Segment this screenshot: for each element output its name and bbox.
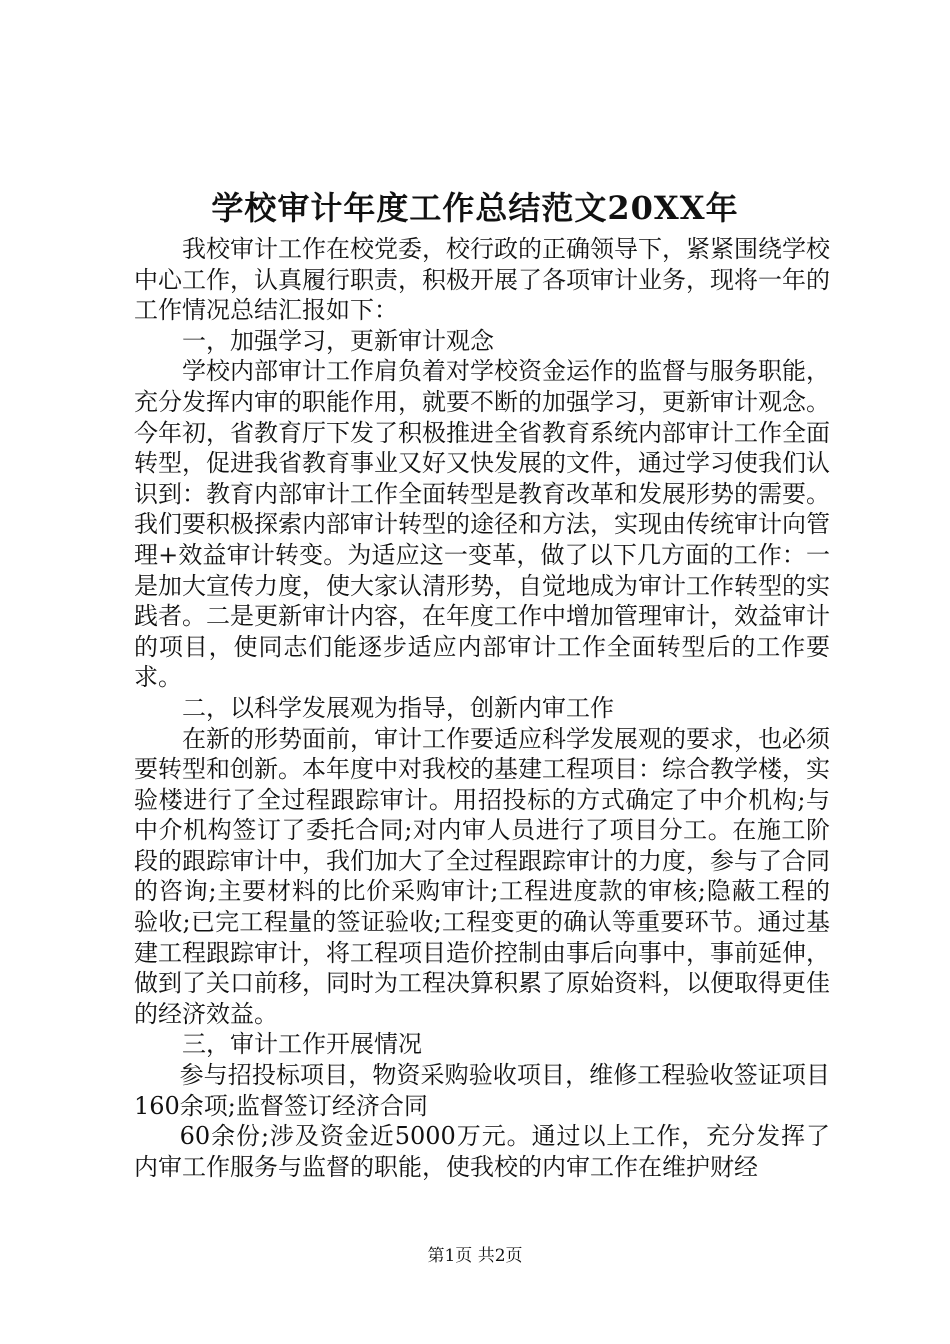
- section-heading-2: 二，以科学发展观为指导，创新内审工作: [182, 693, 614, 722]
- section-3-paragraph: 参与招投标项目，物资采购验收项目，维修工程验收签证项目160余项;监督签订经济合同: [134, 1061, 830, 1120]
- section-2-paragraph: 在新的形势面前，审计工作要适应科学发展观的要求，也必须要转型和创新。本年度中对我校的基建工程项目：综合教学楼，实验楼进行了全过程跟踪审计。用招投标的方式确定了中介机构;与中介机构签订了委托合同;对内审人员进行了项目分工。在施工阶段的跟踪审计中，我们加大了全过程跟踪审计的力度，参与了合同的咨询;主要材料的比价采购审计;工程进度款的审核;隐蔽工程的验收;已完工程量的签证验收;工程变更的确认等重要环节。通过基建工程跟踪审计，将工程项目造价控制由事后向事中，事前延伸，做到了关口前移，同时为工程决算积累了原始资料，以便取得更佳的经济效益。: [134, 724, 830, 1028]
- document-body: [134, 234, 830, 1182]
- intro-paragraph: 我校审计工作在校党委，校行政的正确领导下，紧紧围绕学校中心工作，认真履行职责，积极开展了各项审计业务，现将一年的工作情况总结汇报如下：: [134, 235, 830, 325]
- section-1-paragraph: 学校内部审计工作肩负着对学校资金运作的监督与服务职能，充分发挥内审的职能作用，就要不断的加强学习，更新审计观念。今年初，省教育厅下发了积极推进全省教育系统内部审计工作全面转型，促进我省教育事业又好又快发展的文件，通过学习使我们认识到：教育内部审计工作全面转型是教育改革和发展形势的需要。我们要积极探索内部审计转型的途径和方法，实现由传统审计向管理+效益审计转变。为适应这一变革，做了以下几方面的工作：一是加大宣传力度，使大家认清形势，自觉地成为审计工作转型的实践者。二是更新审计内容，在年度工作中增加管理审计，效益审计的项目，使同志们能逐步适应内部审计工作全面转型后的工作要求。: [134, 357, 830, 692]
- section-heading-1: 一，加强学习，更新审计观念: [182, 326, 494, 355]
- section-3-continuation: 60余份;涉及资金近5000万元。通过以上工作，充分发挥了内审工作服务与监督的职能，使我校的内审工作在维护财经: [134, 1122, 830, 1181]
- section-heading-3: 三，审计工作开展情况: [182, 1030, 422, 1059]
- document-title: 学校审计年度工作总结范文20XX年: [211, 189, 739, 227]
- page-footer: 第1页 共2页: [427, 1246, 523, 1266]
